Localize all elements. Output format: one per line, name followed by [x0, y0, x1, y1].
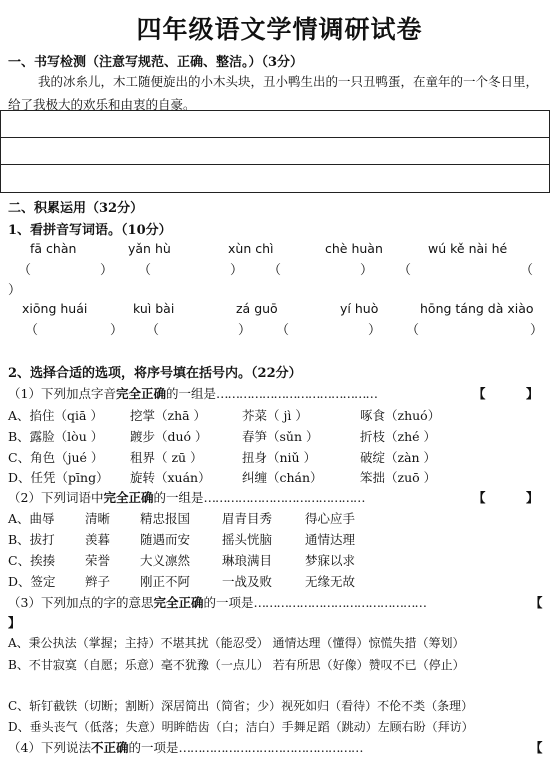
pinyin-3: xùn chì: [228, 241, 274, 256]
passage-text: 我的冰糸儿，木工随便旋出的小木头块，丑小鸭生出的一只丑鸭蛋，在童年的一个冬日里，给了我极大的欢乐和由衷的自豪。: [8, 74, 539, 112]
answer-paren-open[interactable]: （: [398, 263, 412, 278]
answer-paren-open[interactable]: （: [25, 323, 39, 338]
sub3-answer-close[interactable]: 】: [8, 615, 21, 630]
sub1-answer-open[interactable]: 【: [473, 386, 486, 401]
sub3-option: C、斩钉截铁（切断；割断）深居简出（简省；少）视死如归（看待）不伦不类（条理）: [8, 699, 474, 713]
sub1-option: 旋转（xuán）: [130, 470, 211, 485]
sub2-option: 眉青目秀: [222, 511, 273, 526]
sub1-option: 啄食（zhuó）: [360, 408, 441, 423]
handwriting-line-2: [0, 164, 550, 165]
q1-heading: 1、看拼音写词语。（10分）: [8, 223, 172, 238]
sub1-option: 纠缠（chán）: [242, 470, 323, 485]
answer-paren-close[interactable]: ）: [530, 323, 544, 338]
answer-paren-close[interactable]: ）: [8, 283, 22, 298]
sub1-option: C、角色（jué ）: [8, 450, 104, 465]
sub2-option: 一战及败: [222, 574, 273, 589]
sub1-option: 挖掌（zhā ）: [130, 408, 207, 423]
answer-paren-close[interactable]: ）: [100, 263, 114, 278]
sub2-option: 辫子: [85, 574, 111, 589]
sub2-option: D、签定: [8, 574, 56, 589]
pinyin-9: yí huò: [340, 301, 379, 316]
sub2-answer-close[interactable]: 】: [526, 490, 539, 505]
handwriting-box[interactable]: [0, 110, 550, 193]
sub3-option: B、不甘寂寞（自愿；乐意）毫不犹豫（一点儿） 若有所思（好像）赞叹不已（停止）: [8, 658, 465, 672]
q2-heading: 2、选择合适的选项，将序号填在括号内。（22分）: [8, 366, 302, 381]
sub2-option: 得心应手: [305, 511, 356, 526]
sub1-option: B、露脸（lòu ）: [8, 429, 104, 444]
sub2-option: C、挨揍: [8, 553, 56, 568]
sub1-option: 踱步（duó ）: [130, 429, 208, 444]
sub1-option: 折枝（zhé ）: [360, 429, 437, 444]
answer-paren-close[interactable]: ）: [360, 263, 374, 278]
sub2-option: 梦寐以求: [305, 553, 356, 568]
sub2-option: 随遇而安: [140, 532, 191, 547]
answer-paren-open[interactable]: （: [520, 263, 534, 278]
sub2-option: A、曲辱: [8, 511, 55, 526]
sub4-answer-open[interactable]: 【: [530, 740, 543, 755]
answer-paren-open[interactable]: （: [138, 263, 152, 278]
answer-paren-open[interactable]: （: [146, 323, 160, 338]
sub1-option: 笨拙（zuō ）: [360, 470, 437, 485]
sub2-option: 通情达理: [305, 532, 356, 547]
answer-paren-open[interactable]: （: [18, 263, 32, 278]
sub2-answer-open[interactable]: 【: [473, 490, 486, 505]
section1-heading: 一、书写检测（注意写规范、正确、整洁。）（3分）: [8, 55, 304, 70]
pinyin-4: chè huàn: [325, 241, 383, 256]
sub4-stem: （4）下列说法不正确的一项是…………………………………………: [8, 740, 363, 755]
answer-paren-close[interactable]: ）: [230, 263, 244, 278]
sub2-option: 摇头恍脑: [222, 532, 273, 547]
sub2-option: 精忠报国: [140, 511, 191, 526]
pinyin-8: zá guō: [236, 301, 278, 316]
pinyin-2: yǎn hù: [128, 241, 171, 256]
sub2-option: 大义凛然: [140, 553, 191, 568]
sub1-option: 租界（ zū ）: [130, 450, 203, 465]
page-title: 四年级语文学情调研试卷: [136, 15, 423, 44]
pinyin-6: xiōng huái: [22, 301, 88, 316]
answer-paren-close[interactable]: ）: [368, 323, 382, 338]
sub3-option: A、秉公执法（掌握；主持）不堪其扰（能忍受） 通情达理（懂得）惊慌失措（筹划）: [8, 636, 465, 650]
sub3-stem: （3）下列加点的字的意思完全正确的一项是………………………………………: [8, 595, 426, 610]
sub2-option: 刚正不阿: [140, 574, 191, 589]
section2-heading: 二、积累运用（32分）: [8, 201, 144, 216]
sub2-option: 清晰: [85, 511, 111, 526]
sub1-option: 扭身（niǔ ）: [242, 450, 317, 465]
sub1-option: 芥菜（ jì ）: [242, 408, 308, 423]
answer-paren-open[interactable]: （: [268, 263, 282, 278]
sub1-stem: （1）下列加点字音完全正确的一组是……………………………………: [8, 386, 377, 401]
sub1-option: A、掐住（qiā ）: [8, 408, 103, 423]
sub2-option: 羡暮: [85, 532, 111, 547]
sub3-answer-open[interactable]: 【: [530, 595, 543, 610]
sub2-option: B、拔打: [8, 532, 55, 547]
sub2-option: 无缘无故: [305, 574, 356, 589]
sub1-option: D、任凭（pīng）: [8, 470, 109, 485]
pinyin-1: fā chàn: [30, 241, 77, 256]
sub2-option: 荣誉: [85, 553, 111, 568]
answer-paren-close[interactable]: ）: [110, 323, 124, 338]
sub1-option: 春笋（sǔn ）: [242, 429, 319, 444]
answer-paren-open[interactable]: （: [276, 323, 290, 338]
answer-paren-close[interactable]: ）: [238, 323, 252, 338]
answer-paren-open[interactable]: （: [406, 323, 420, 338]
sub1-answer-close[interactable]: 】: [526, 386, 539, 401]
sub2-option: 琳琅满目: [222, 553, 273, 568]
sub1-option: 破绽（zàn ）: [360, 450, 437, 465]
sub2-stem: （2）下列词语中完全正确的一组是……………………………………: [8, 490, 365, 505]
pinyin-10: hōng táng dà xiào: [420, 301, 534, 316]
pinyin-5: wú kě nài hé: [428, 241, 508, 256]
pinyin-7: kuì bài: [133, 301, 175, 316]
handwriting-line-1: [0, 137, 550, 138]
sub3-option: D、垂头丧气（低落；失意）明眸皓齿（白；洁白）手舞足蹈（跳动）左顾右盼（拜访）: [8, 720, 474, 734]
